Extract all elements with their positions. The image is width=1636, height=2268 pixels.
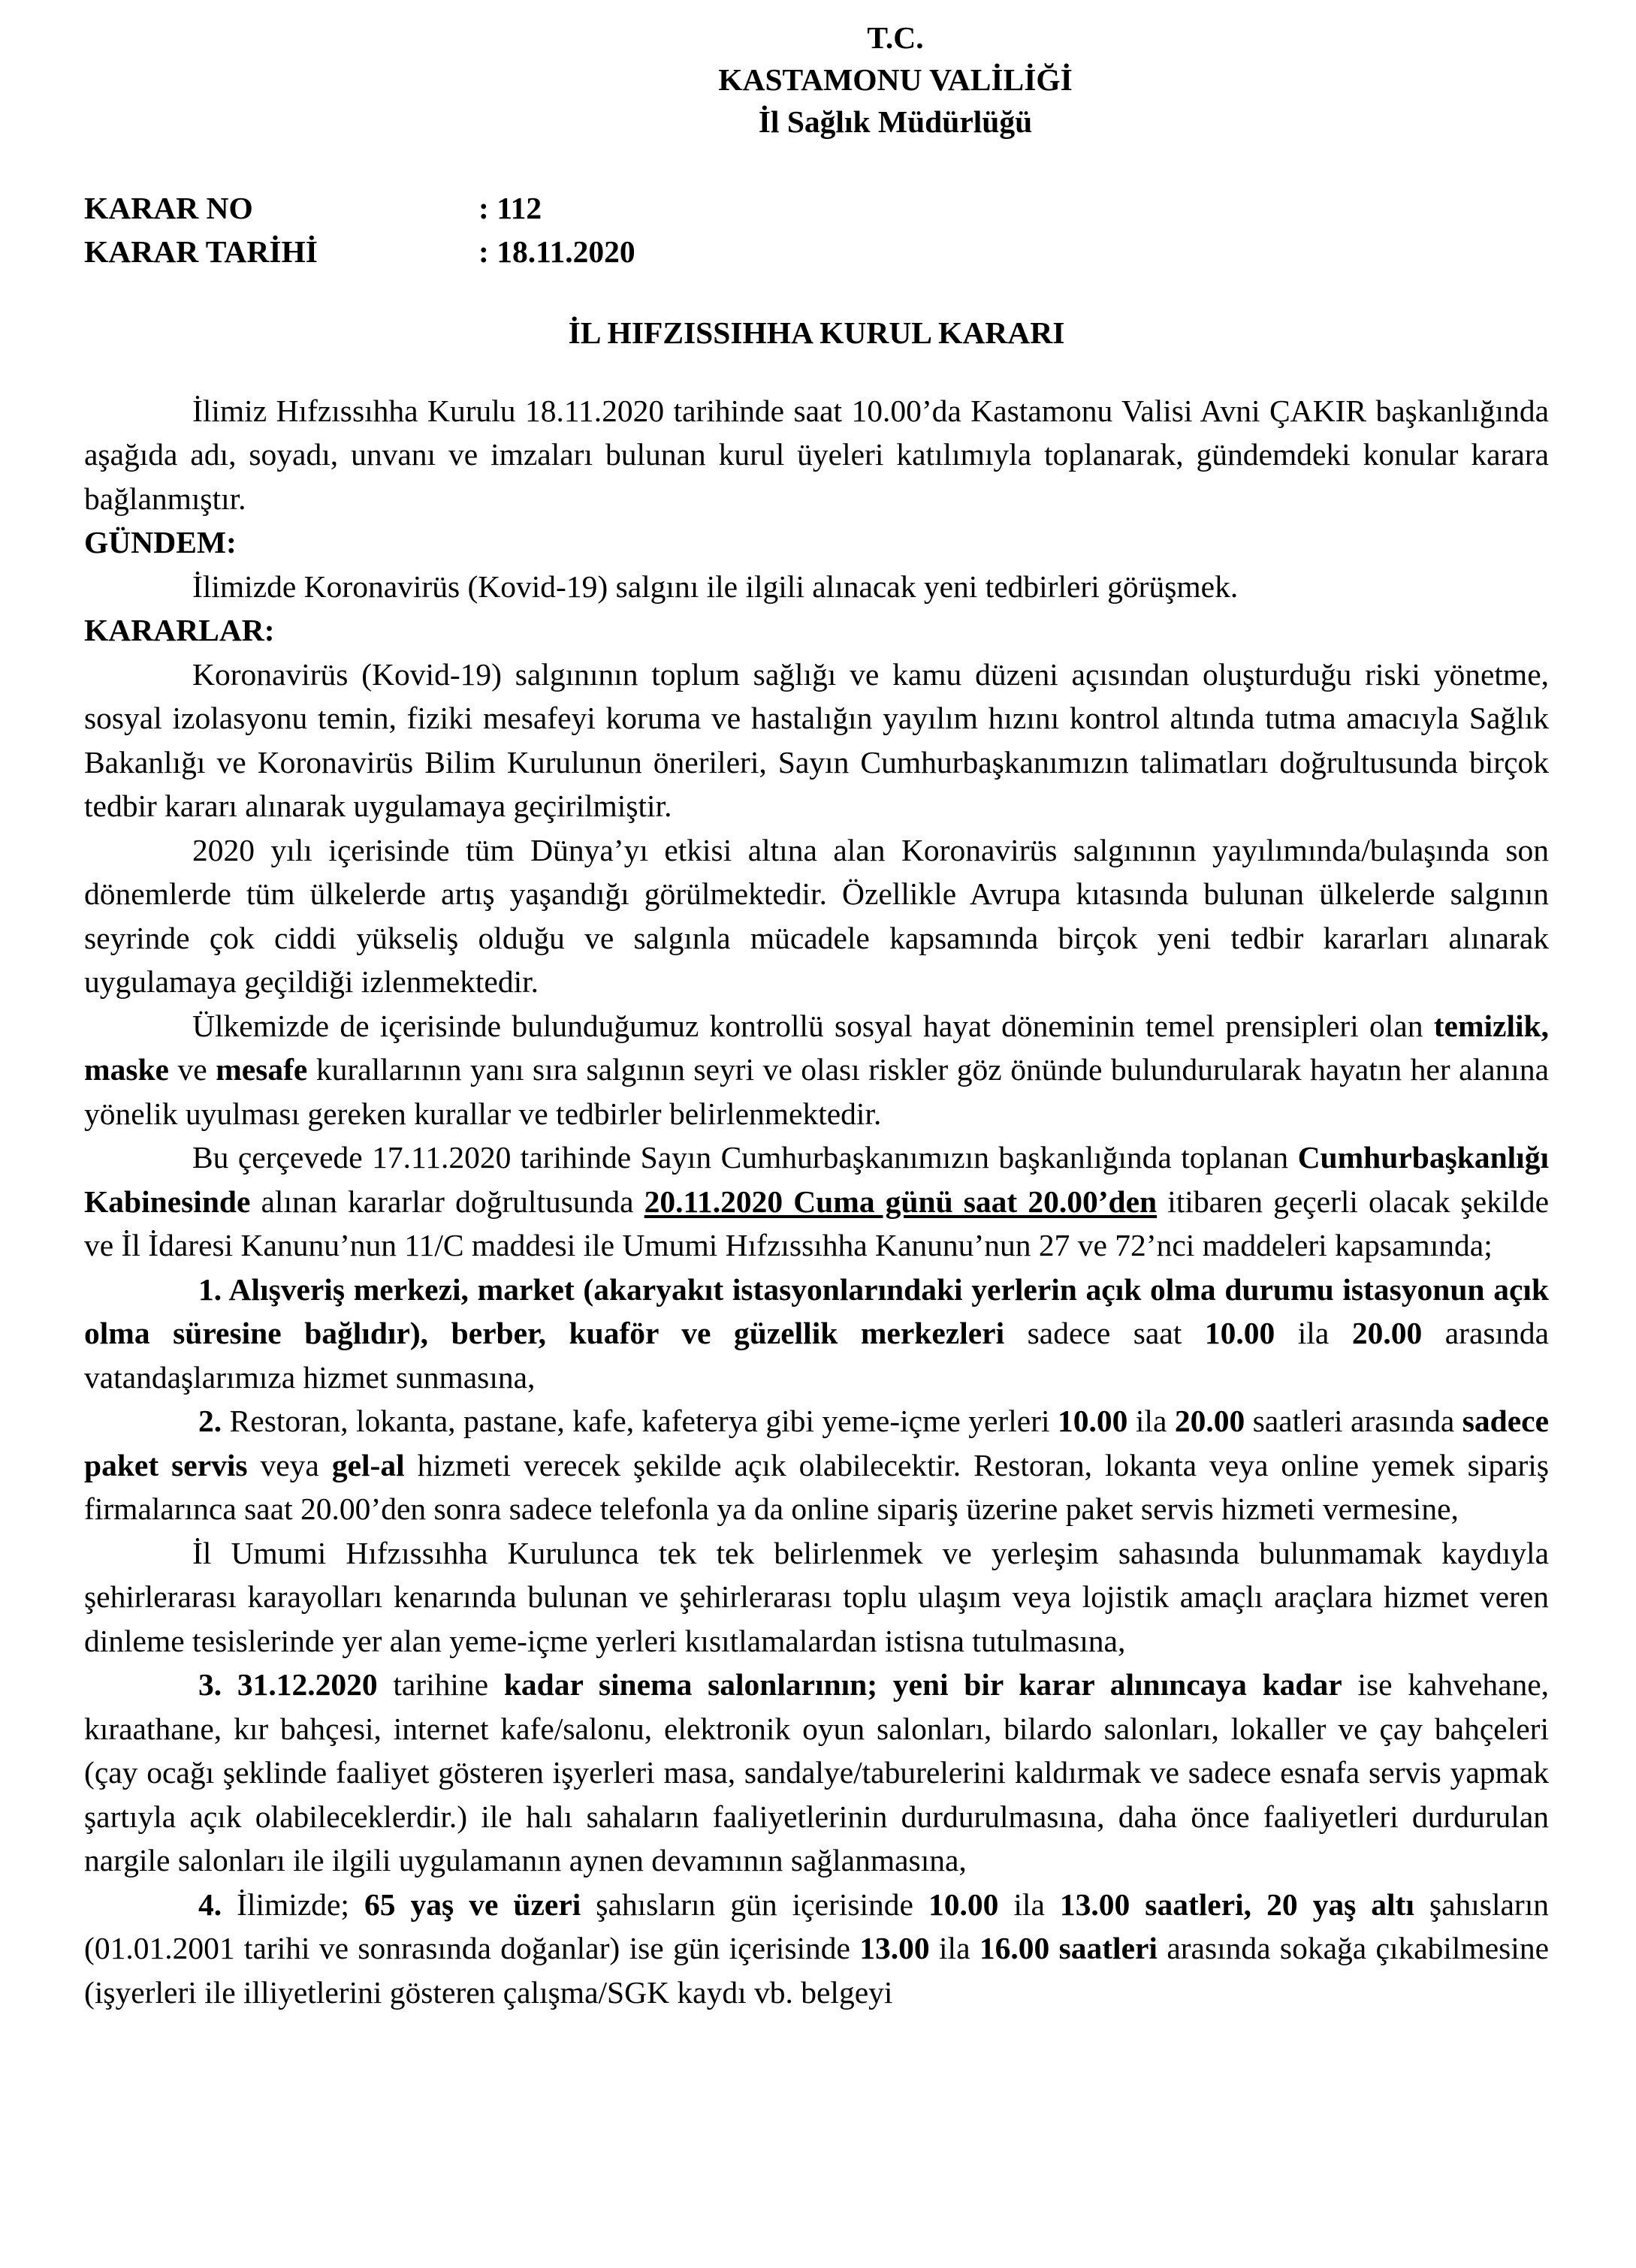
decisions-paragraph-4 xyxy=(84,1136,1549,1268)
text-run: şahısların gün içerisinde xyxy=(581,1886,928,1922)
text-run: kurallarının yanı sıra salgının seyri ve olası riskler göz önünde bulundurularak hayatın her alanına yönelik uyulması gereken kurallar ve tedbirler belirlenmektedir. xyxy=(84,1052,1549,1131)
text-run: Restoran, lokanta, pastane, kafe, kafeterya gibi yeme-içme yerleri xyxy=(222,1404,1058,1438)
document-title: İL HIFZISSIHHA KURUL KARARI xyxy=(568,315,1065,350)
bold-run: 20.00 xyxy=(1351,1316,1423,1350)
intro-paragraph: İlimiz Hıfzıssıhha Kurulu 18.11.2020 tarihinde saat 10.00’da Kastamonu Valisi Avni ÇAKIR başkanlığında aşağıda adı, soyadı, unvanı ve imzaları bulunan kurul üyeleri katılımıyla toplanarak, gündemdeki konular karara bağlanmıştır. xyxy=(84,393,1549,516)
bold-run: 13.00 saatleri, 20 yaş altı xyxy=(1059,1886,1414,1922)
text-run: İlimizde; xyxy=(222,1886,364,1922)
agenda-heading: GÜNDEM: xyxy=(84,525,237,559)
underlined-date-run: 20.11.2020 Cuma günü saat 20.00’den xyxy=(644,1184,1158,1219)
bold-run: 16.00 saatleri xyxy=(979,1931,1158,1965)
bold-run: 10.00 xyxy=(928,1886,999,1922)
bold-run: 1. Alışveriş merkezi, market (akaryakıt istasyonlarındaki yerlerin açık olma durumu istasyonun açık olma süresine bağlıdır), berber, kuaför ve güzellik merkezleri xyxy=(84,1271,1549,1350)
text-run: alınan kararlar doğrultusunda xyxy=(250,1184,644,1219)
text-run: itibaren geçerli olacak şekilde ve İl İdaresi Kanunu’nun 11/C maddesi ile Umumi Hıfzıssıhha Kanunu’nun 27 ve 72’nci maddeleri kapsamında; xyxy=(84,1184,1549,1262)
text-run: sadece saat xyxy=(1004,1316,1205,1350)
bold-run: 10.00 xyxy=(1058,1404,1128,1438)
bold-run: gel-al xyxy=(331,1447,405,1482)
bold-run: sadece paket servis xyxy=(84,1404,1550,1482)
decision-number-row xyxy=(84,186,1549,230)
text-run: saatleri arasında xyxy=(1245,1404,1462,1438)
text-run: Bu çerçevede 17.11.2020 tarihinde Sayın Cumhurbaşkanımızın başkanlığında toplanan xyxy=(192,1140,1298,1175)
text-run: ila xyxy=(1275,1316,1352,1350)
text-run: şahısların (01.01.2001 tarihi ve sonrasında doğanlar) ise gün içerisinde xyxy=(84,1886,1549,1965)
text-run: veya xyxy=(247,1447,332,1482)
bold-run: 3. 31.12.2020 xyxy=(198,1667,378,1702)
decisions-paragraph-2: 2020 yılı içerisinde tüm Dünya’yı etkisi altına alan Koronavirüs salgınının yayılımında/bulaşında son dönemlerde tüm ülkelerde artış yaşandığı görülmektedir. Özellikle Avrupa kıtasında bulunan ülkelerde salgının seyrinde çok ciddi yükseliş olduğu ve salgınla mücadele kapsamında birçok yeni tedbir kararları alınarak uygulamaya geçildiği izlenmektedir. xyxy=(84,832,1549,999)
letterhead xyxy=(84,17,1549,143)
bold-run: 10.00 xyxy=(1204,1316,1275,1350)
text-run: arasında vatandaşlarımıza hizmet sunmasına, xyxy=(84,1316,1549,1395)
decisions-paragraph-3 xyxy=(84,1004,1549,1136)
decision-item-3 xyxy=(84,1663,1549,1883)
text-run: arasında sokağa çıkabilmesine (işyerleri ile illiyetlerini gösteren çalışma/SGK kaydı vb. belgeyi xyxy=(84,1931,1549,2010)
decision-number-value: : 112 xyxy=(478,191,542,225)
bold-run: 2. xyxy=(198,1404,222,1438)
text-run: ila xyxy=(1127,1404,1175,1438)
decisions-paragraph-5: İl Umumi Hıfzıssıhha Kurulunca tek tek belirlenmek ve yerleşim sahasında bulunmamak kaydıyla şehirlerarası karayolları kenarında bulunan ve şehirlerarası toplu ulaşım veya lojistik amaçlı araçlara hizmet veren dinleme tesislerinde yer alan yeme-içme yerleri kısıtlamalardan istisna tutulmasına, xyxy=(84,1535,1549,1658)
decision-item-2 xyxy=(84,1399,1549,1531)
letterhead-line-tc: T.C. xyxy=(867,20,924,55)
bold-run: temizlik, maske xyxy=(84,1008,1549,1087)
text-run: ise kahvehane, kıraathane, kır bahçesi, internet kafe/salonu, elektronik oyun salonları, bilardo salonları, lokaller ve çay bahçeleri (çay ocağı şeklinde faaliyet gösteren işyerleri masa, sandalye/taburelerini kaldırmak ve sadece esnafa servis yapmak şartıyla açık olabileceklerdir.) ile halı sahaların faaliyetlerinin durdurulmasına, daha önce faaliyetleri durdurulan nargile salonları ile ilgili uygulamanın aynen devamının sağlanmasına, xyxy=(84,1667,1550,1877)
decisions-paragraph-1: Koronavirüs (Kovid-19) salgınının toplum sağlığı ve kamu düzeni açısından oluşturduğu riski yönetme, sosyal izolasyonu temin, fiziki mesafeyi koruma ve hastalığın yayılım hızını kontrol altında tutma amacıyla Sağlık Bakanlığı ve Koronavirüs Bilim Kurulunun önerileri, Sayın Cumhurbaşkanımızın talimatları doğrultusunda birçok tedbir kararı alınarak uygulamaya geçirilmiştir. xyxy=(84,656,1549,823)
bold-run: mesafe xyxy=(216,1052,308,1087)
decision-item-1 xyxy=(84,1268,1549,1400)
decisions-heading: KARARLAR: xyxy=(84,613,275,647)
decision-date-label: KARAR TARİHİ xyxy=(84,234,318,269)
bold-run: 4. xyxy=(198,1886,222,1922)
text-run: ve xyxy=(168,1052,216,1087)
bold-run: 13.00 xyxy=(859,1931,930,1965)
decision-date-value: : 18.11.2020 xyxy=(478,234,635,269)
text-run: Ülkemizde de içerisinde bulunduğumuz kontrollü sosyal hayat döneminin temel prensipleri olan xyxy=(192,1008,1434,1043)
bold-run: kadar sinema salonlarının; yeni bir karar alınıncaya kadar xyxy=(503,1667,1342,1702)
bold-run: 20.00 xyxy=(1174,1404,1245,1438)
text-run: tarihine xyxy=(377,1667,504,1702)
text-run: ila xyxy=(998,1886,1060,1922)
bold-run: Cumhurbaşkanlığı Kabinesinde xyxy=(84,1140,1549,1219)
decision-number-label: KARAR NO xyxy=(84,191,253,225)
text-run: ila xyxy=(929,1931,979,1965)
letterhead-line-directorate: İl Sağlık Müdürlüğü xyxy=(758,104,1033,139)
text-run: hizmeti verecek şekilde açık olabilecektir. Restoran, lokanta veya online yemek sipariş firmalarınca saat 20.00’den sonra sadece telefonla ya da online sipariş üzerine paket servis hizmeti vermesine, xyxy=(84,1447,1549,1526)
bold-run: 65 yaş ve üzeri xyxy=(364,1886,581,1922)
decision-date-row xyxy=(84,230,1549,273)
agenda-text: İlimizde Koronavirüs (Kovid-19) salgını ile ilgili alınacak yeni tedbirleri görüşmek. xyxy=(192,569,1239,604)
decision-item-4 xyxy=(84,1883,1549,2015)
decision-meta xyxy=(84,186,1549,273)
letterhead-line-governorship: KASTAMONU VALİLİĞİ xyxy=(718,62,1073,97)
